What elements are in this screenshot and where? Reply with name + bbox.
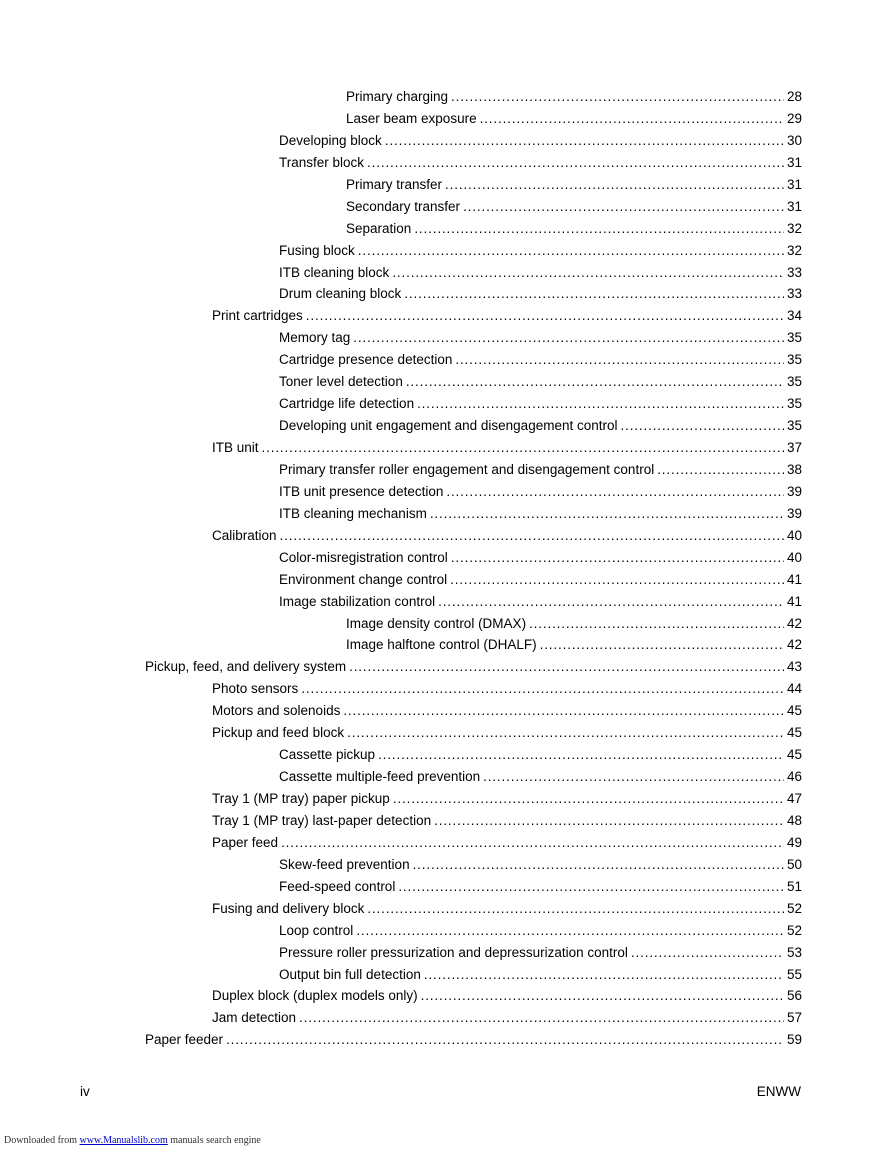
toc-entry[interactable] xyxy=(346,218,802,240)
dot-leader xyxy=(385,130,784,152)
toc-entry[interactable] xyxy=(346,634,802,656)
toc-entry-title: ITB unit xyxy=(212,440,259,455)
toc-entry-title: Laser beam exposure xyxy=(346,110,477,126)
page-number: iv xyxy=(80,1084,90,1099)
toc-entry-page: 41 xyxy=(786,593,802,609)
toc-entry-title: Motors and solenoids xyxy=(212,703,341,719)
toc-entry[interactable] xyxy=(279,371,802,393)
toc-entry[interactable] xyxy=(279,744,802,766)
toc-entry-title: Pickup, feed, and delivery system xyxy=(145,659,347,675)
dot-leader xyxy=(414,218,784,240)
toc-entry-page: 34 xyxy=(786,308,802,324)
toc-entry[interactable] xyxy=(279,547,802,569)
toc-entry[interactable] xyxy=(279,240,802,262)
toc-entry-page: 43 xyxy=(786,659,802,675)
toc-entry[interactable] xyxy=(212,678,802,700)
dot-leader xyxy=(353,327,784,349)
dot-leader xyxy=(301,678,784,700)
toc-entry[interactable] xyxy=(279,327,802,349)
toc-entry-page: 29 xyxy=(786,110,802,126)
toc-entry[interactable] xyxy=(279,459,802,481)
toc-entry-title: Loop control xyxy=(279,922,354,938)
dot-leader xyxy=(367,152,784,174)
dot-leader xyxy=(306,305,784,327)
toc-entry[interactable] xyxy=(279,415,802,437)
toc-entry-page: 45 xyxy=(786,747,802,763)
toc-entry-page: 35 xyxy=(786,330,802,346)
toc-entry-title: Skew-feed prevention xyxy=(279,856,410,872)
download-note-prefix: Downloaded from xyxy=(4,1135,80,1146)
table-of-contents xyxy=(0,86,893,1051)
toc-entry-page: 32 xyxy=(786,242,802,258)
toc-entry[interactable] xyxy=(279,876,802,898)
toc-entry[interactable] xyxy=(145,1029,802,1051)
toc-entry[interactable] xyxy=(279,349,802,371)
dot-leader xyxy=(451,86,784,108)
dot-leader xyxy=(455,349,784,371)
toc-entry[interactable] xyxy=(212,788,802,810)
dot-leader xyxy=(631,942,784,964)
toc-entry-page: 45 xyxy=(786,703,802,719)
toc-entry[interactable] xyxy=(145,656,802,678)
dot-leader xyxy=(657,459,784,481)
toc-entry-page: 42 xyxy=(786,637,802,653)
dot-leader xyxy=(356,920,784,942)
dot-leader xyxy=(367,898,784,920)
dot-leader xyxy=(413,854,784,876)
dot-leader xyxy=(417,393,784,415)
toc-entry-page: 50 xyxy=(786,856,802,872)
toc-entry[interactable] xyxy=(279,130,802,152)
dot-leader xyxy=(406,371,784,393)
dot-leader xyxy=(421,985,784,1007)
toc-entry[interactable] xyxy=(346,613,802,635)
toc-entry[interactable] xyxy=(346,196,802,218)
toc-entry[interactable] xyxy=(279,393,802,415)
toc-entry[interactable] xyxy=(212,437,802,459)
document-code: ENWW xyxy=(756,1084,801,1099)
dot-leader xyxy=(349,656,784,678)
toc-entry-title: Fusing block xyxy=(279,242,355,258)
toc-entry-title: ITB cleaning block xyxy=(279,264,390,280)
toc-entry-page: 35 xyxy=(786,374,802,390)
toc-entry[interactable] xyxy=(279,262,802,284)
dot-leader xyxy=(226,1029,784,1051)
toc-entry[interactable] xyxy=(279,569,802,591)
dot-leader xyxy=(347,722,784,744)
toc-entry-page: 41 xyxy=(786,571,802,587)
toc-entry-page: 57 xyxy=(786,1010,802,1026)
toc-entry-page: 35 xyxy=(786,396,802,412)
toc-entry-title: Photo sensors xyxy=(212,681,299,697)
toc-entry-title: Cassette pickup xyxy=(279,747,376,763)
toc-entry-page: 45 xyxy=(786,725,802,741)
toc-entry-page: 39 xyxy=(786,483,802,499)
toc-entry-title: Transfer block xyxy=(279,154,365,170)
toc-entry[interactable] xyxy=(212,722,802,744)
toc-entry-title: ITB cleaning mechanism xyxy=(279,505,427,521)
toc-entry-page: 28 xyxy=(786,89,802,104)
toc-entry-title: Print cartridges xyxy=(212,308,303,324)
toc-entry-title: Pickup and feed block xyxy=(212,725,345,741)
toc-entry-title: Output bin full detection xyxy=(279,966,421,982)
toc-entry[interactable] xyxy=(212,985,802,1007)
dot-leader xyxy=(262,437,784,459)
toc-entry[interactable] xyxy=(212,810,802,832)
toc-entry-page: 42 xyxy=(786,615,802,631)
dot-leader xyxy=(378,744,784,766)
dot-leader xyxy=(540,634,784,656)
dot-leader xyxy=(281,832,784,854)
toc-entry-title: Primary transfer xyxy=(346,176,443,192)
toc-entry-title: Toner level detection xyxy=(279,374,403,390)
toc-entry[interactable] xyxy=(346,174,802,196)
dot-leader xyxy=(483,766,784,788)
download-note-suffix: manuals search engine xyxy=(167,1135,261,1146)
manualslib-link[interactable]: www.Manualslib.com xyxy=(79,1135,168,1146)
toc-entry-page: 35 xyxy=(786,418,802,434)
dot-leader xyxy=(451,547,784,569)
dot-leader xyxy=(445,174,784,196)
download-note xyxy=(4,1135,261,1146)
dot-leader xyxy=(434,810,784,832)
toc-entry-page: 48 xyxy=(786,812,802,828)
toc-entry-title: Developing unit engagement and disengagement control xyxy=(279,418,618,434)
toc-entry-page: 38 xyxy=(786,461,802,477)
dot-leader xyxy=(438,591,784,613)
toc-entry-page: 39 xyxy=(786,505,802,521)
toc-entry[interactable] xyxy=(212,1007,802,1029)
dot-leader xyxy=(446,481,784,503)
dot-leader xyxy=(404,283,784,305)
toc-entry-page: 47 xyxy=(786,791,802,806)
dot-leader xyxy=(463,196,784,218)
dot-leader xyxy=(280,525,784,547)
dot-leader xyxy=(430,503,784,525)
dot-leader xyxy=(480,108,784,130)
dot-leader xyxy=(392,262,784,284)
toc-entry-page: 31 xyxy=(786,176,802,192)
toc-entry-page: 44 xyxy=(786,681,802,697)
toc-entry[interactable] xyxy=(279,481,802,503)
dot-leader xyxy=(343,700,784,722)
dot-leader xyxy=(398,876,784,898)
toc-entry-page: 46 xyxy=(786,769,802,785)
toc-entry[interactable] xyxy=(279,964,802,986)
toc-entry-page: 31 xyxy=(786,198,802,214)
toc-entry[interactable] xyxy=(212,525,802,547)
toc-entry-page: 33 xyxy=(786,286,802,302)
toc-entry-title: Primary transfer roller engagement and disengagement control xyxy=(279,461,655,477)
toc-entry-page: 59 xyxy=(786,1032,802,1048)
toc-entry[interactable] xyxy=(279,854,802,876)
toc-entry-title: Image stabilization control xyxy=(279,593,436,609)
toc-entry-title: Duplex block (duplex models only) xyxy=(212,988,418,1004)
toc-entry-title: Image density control (DMAX) xyxy=(346,615,527,631)
toc-entry-title: Separation xyxy=(346,220,412,236)
toc-entry-title: Image halftone control (DHALF) xyxy=(346,637,537,653)
dot-leader xyxy=(621,415,784,437)
toc-entry-title: Memory tag xyxy=(279,330,351,346)
toc-entry-page: 56 xyxy=(786,988,802,1004)
dot-leader xyxy=(393,788,784,810)
toc-entry-page: 40 xyxy=(786,527,802,543)
toc-entry[interactable] xyxy=(346,108,802,130)
toc-entry-title: Tray 1 (MP tray) last-paper detection xyxy=(212,812,432,828)
toc-entry-page: 53 xyxy=(786,944,802,960)
toc-entry-page: 31 xyxy=(786,154,802,170)
dot-leader xyxy=(424,964,784,986)
toc-entry-title: Secondary transfer xyxy=(346,198,461,214)
toc-entry-page: 30 xyxy=(786,132,802,148)
toc-entry[interactable] xyxy=(212,700,802,722)
toc-entry-title: Pressure roller pressurization and depressurization control xyxy=(279,944,628,960)
toc-entry-page: 33 xyxy=(786,264,802,280)
toc-entry-title: Cartridge life detection xyxy=(279,396,415,412)
toc-entry-page: 37 xyxy=(786,440,802,455)
toc-entry-title: Primary charging xyxy=(346,89,449,104)
toc-entry[interactable] xyxy=(212,832,802,854)
toc-entry[interactable] xyxy=(279,766,802,788)
toc-entry[interactable] xyxy=(279,942,802,964)
toc-entry-title: Paper feeder xyxy=(145,1032,224,1048)
toc-entry-page: 52 xyxy=(786,922,802,938)
toc-entry[interactable] xyxy=(279,920,802,942)
toc-entry-title: Drum cleaning block xyxy=(279,286,402,302)
toc-entry-title: Developing block xyxy=(279,132,382,148)
toc-entry[interactable] xyxy=(279,503,802,525)
toc-entry[interactable] xyxy=(279,283,802,305)
dot-leader xyxy=(450,569,784,591)
toc-entry-title: Jam detection xyxy=(212,1010,297,1026)
toc-entry[interactable] xyxy=(279,591,802,613)
toc-entry-title: Cartridge presence detection xyxy=(279,352,453,368)
toc-entry-title: Calibration xyxy=(212,527,277,543)
toc-entry[interactable] xyxy=(346,86,802,108)
toc-entry[interactable] xyxy=(212,898,802,920)
toc-entry-page: 35 xyxy=(786,352,802,368)
toc-entry-page: 51 xyxy=(786,878,802,894)
dot-leader xyxy=(529,613,784,635)
dot-leader xyxy=(358,240,784,262)
toc-entry-title: Feed-speed control xyxy=(279,878,396,894)
toc-entry-page: 52 xyxy=(786,900,802,916)
toc-entry-page: 49 xyxy=(786,834,802,850)
toc-entry-title: Environment change control xyxy=(279,571,448,587)
toc-entry-title: Paper feed xyxy=(212,834,279,850)
toc-entry-title: Color-misregistration control xyxy=(279,549,448,565)
toc-entry-title: Cassette multiple-feed prevention xyxy=(279,769,481,785)
toc-entry[interactable] xyxy=(279,152,802,174)
toc-entry-title: ITB unit presence detection xyxy=(279,483,444,499)
toc-entry-title: Tray 1 (MP tray) paper pickup xyxy=(212,791,390,806)
toc-entry-title: Fusing and delivery block xyxy=(212,900,365,916)
toc-entry-page: 55 xyxy=(786,966,802,982)
toc-entry[interactable] xyxy=(212,305,802,327)
toc-entry-page: 32 xyxy=(786,220,802,236)
dot-leader xyxy=(299,1007,784,1029)
toc-entry-page: 40 xyxy=(786,549,802,565)
